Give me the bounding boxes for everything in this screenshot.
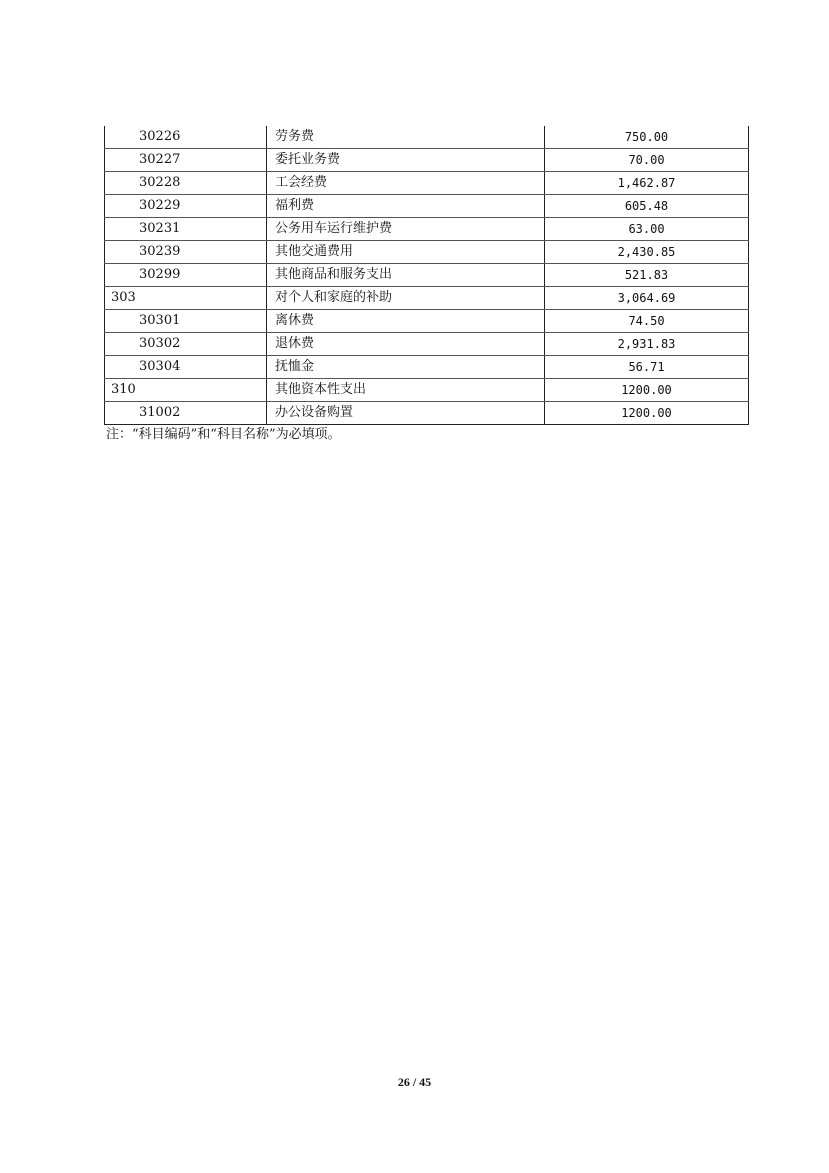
subject-name-cell: 其他资本性支出 — [267, 379, 545, 402]
table-row — [105, 218, 749, 241]
amount-cell: 605.48 — [545, 195, 749, 218]
subject-name-cell: 其他商品和服务支出 — [267, 264, 545, 287]
subject-code-cell: 30302 — [105, 333, 267, 356]
subject-name-cell: 其他交通费用 — [267, 241, 545, 264]
amount-cell: 63.00 — [545, 218, 749, 241]
subject-name-cell: 办公设备购置 — [267, 402, 545, 425]
amount-cell: 1200.00 — [545, 402, 749, 425]
subject-name-cell: 委托业务费 — [267, 149, 545, 172]
subject-name-cell: 抚恤金 — [267, 356, 545, 379]
subject-name-cell: 离休费 — [267, 310, 545, 333]
page-number: 26 / 45 — [397, 1075, 432, 1089]
amount-cell: 521.83 — [545, 264, 749, 287]
subject-code-cell: 310 — [105, 379, 267, 402]
subject-name-cell: 工会经费 — [267, 172, 545, 195]
subject-code-cell: 30299 — [105, 264, 267, 287]
table-row — [105, 264, 749, 287]
subject-code-cell: 30239 — [105, 241, 267, 264]
subject-code-cell: 30226 — [105, 126, 267, 149]
table-row — [105, 241, 749, 264]
table-body — [105, 126, 749, 425]
subject-name-cell: 福利费 — [267, 195, 545, 218]
table-footnote: 注：“科目编码”和“科目名称”为必填项。 — [106, 427, 341, 442]
amount-cell: 750.00 — [545, 126, 749, 149]
table-row — [105, 333, 749, 356]
subject-code-cell: 30228 — [105, 172, 267, 195]
amount-cell: 70.00 — [545, 149, 749, 172]
amount-cell: 1200.00 — [545, 379, 749, 402]
subject-code-cell: 303 — [105, 287, 267, 310]
amount-cell: 2,931.83 — [545, 333, 749, 356]
amount-cell: 2,430.85 — [545, 241, 749, 264]
amount-cell: 3,064.69 — [545, 287, 749, 310]
budget-expense-table — [104, 126, 749, 425]
subject-code-cell: 30227 — [105, 149, 267, 172]
subject-name-cell: 劳务费 — [267, 126, 545, 149]
subject-code-cell: 30231 — [105, 218, 267, 241]
subject-code-cell: 30304 — [105, 356, 267, 379]
subject-name-cell: 退休费 — [267, 333, 545, 356]
table-row — [105, 172, 749, 195]
subject-code-cell: 31002 — [105, 402, 267, 425]
table-row — [105, 310, 749, 333]
subject-code-cell: 30301 — [105, 310, 267, 333]
table-row — [105, 126, 749, 149]
table-row — [105, 379, 749, 402]
subject-code-cell: 30229 — [105, 195, 267, 218]
table-row — [105, 287, 749, 310]
table-row — [105, 402, 749, 425]
amount-cell: 1,462.87 — [545, 172, 749, 195]
amount-cell: 74.50 — [545, 310, 749, 333]
table-row — [105, 149, 749, 172]
subject-name-cell: 公务用车运行维护费 — [267, 218, 545, 241]
table-row — [105, 195, 749, 218]
amount-cell: 56.71 — [545, 356, 749, 379]
table-row — [105, 356, 749, 379]
subject-name-cell: 对个人和家庭的补助 — [267, 287, 545, 310]
